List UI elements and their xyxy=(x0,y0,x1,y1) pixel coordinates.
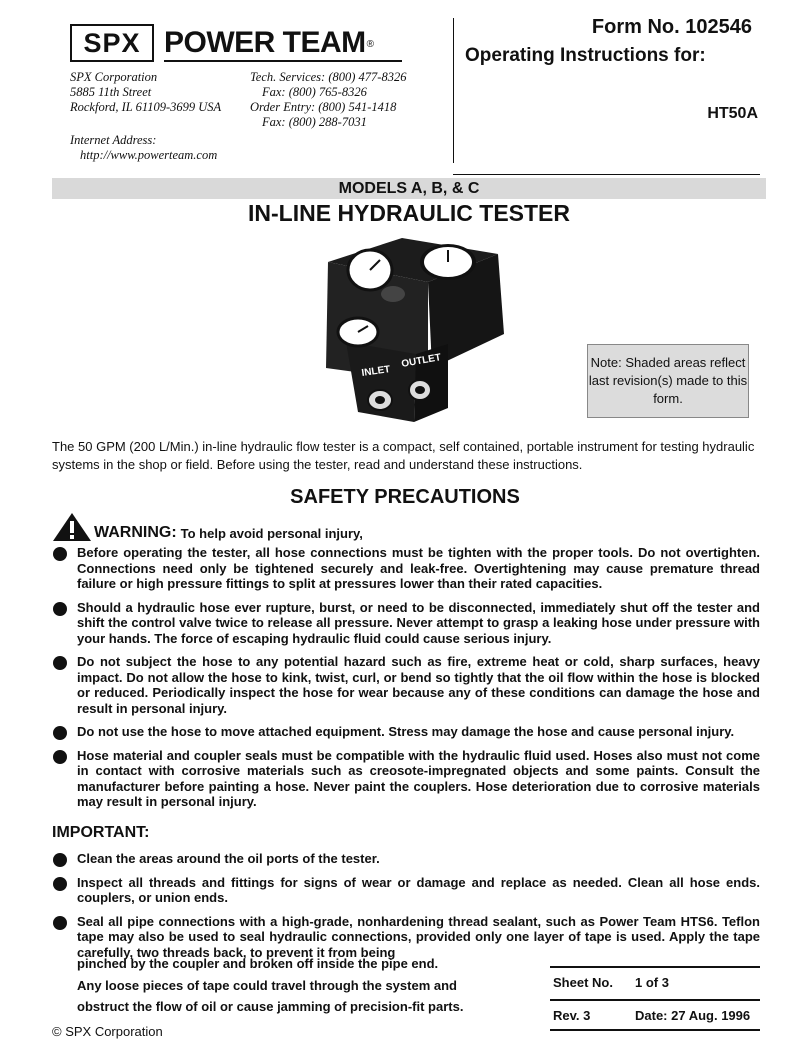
warning-text: To help avoid personal injury, xyxy=(180,526,363,541)
list-item: Clean the areas around the oil ports of the tester. xyxy=(52,851,760,867)
warning-line xyxy=(52,510,363,542)
list-item: Should a hydraulic hose ever rupture, burst, or need to be disconnected, immediately shut off the tester and shift the control valve twice to release all pressure. Never attempt to grasp a leaking hose under pressure with your hands. The force of escaping hydraulic fluid could cause serious injury. xyxy=(52,600,760,647)
power-team-logo: POWER TEAM® xyxy=(164,26,374,59)
bullet-icon xyxy=(53,656,67,670)
internet-address: Internet Address: http://www.powerteam.com xyxy=(70,133,218,162)
important-list xyxy=(52,851,760,968)
continuation-line: pinched by the coupler and broken off inside the pipe end. xyxy=(77,956,439,971)
header-rule xyxy=(453,174,760,175)
list-item: Do not use the hose to move attached equipment. Stress may damage the hose and cause personal injury. xyxy=(52,724,760,740)
form-number: Form No. 102546 xyxy=(591,16,752,38)
bullet-icon xyxy=(53,916,67,930)
safety-list xyxy=(52,545,760,818)
intro-paragraph: The 50 GPM (200 L/Min.) in-line hydraulic flow tester is a compact, self contained, portable instrument for testing hydraulic systems in the shop or field. Before using the tester, read and understand these instructions. xyxy=(52,439,755,472)
models-subtitle: MODELS A, B, & C xyxy=(338,180,480,197)
list-item: Seal all pipe connections with a high-grade, nonhardening thread sealant, such as Power Team HTS6. Teflon tape may also be used to seal hydraulic connections, provided only one layer of tape is used. Apply the tape carefully, two threads back, to prevent it from being xyxy=(52,914,760,961)
contact-numbers: Tech. Services: (800) 477-8326 Fax: (800) 765-8326 Order Entry: (800) 541-1418 Fax: (800) 288-7031 xyxy=(250,70,407,129)
list-item: Do not subject the hose to any potential hazard such as fire, extreme heat or cold, sharp surfaces, heavy impact. Do not allow the hose to kink, twist, curl, or bend so tightly that the oil flow within the hose is blocked or reduced. Periodically inspect the hose for wear because any of these conditions can damage the hose and result in personal injury. xyxy=(52,654,760,716)
bullet-icon xyxy=(53,602,67,616)
operating-instructions-heading: Operating Instructions for: xyxy=(465,45,706,66)
sheet-label: Sheet No. xyxy=(553,974,613,990)
revision-row xyxy=(550,999,760,1031)
safety-heading: SAFETY PRECAUTIONS xyxy=(290,486,520,508)
bullet-icon xyxy=(53,750,67,764)
revision-note: Note: Shaded areas reflect last revision(s) made to this form. xyxy=(587,344,749,418)
hydraulic-tester-illustration xyxy=(298,222,518,438)
revision-date: Date: 27 Aug. 1996 xyxy=(635,1007,751,1023)
continuation-line: Any loose pieces of tape could travel through the system and xyxy=(77,978,457,993)
outlet-label: OUTLET xyxy=(400,352,442,370)
bullet-icon xyxy=(53,853,67,867)
sheet-value: 1 of 3 xyxy=(635,974,669,990)
sheet-number-row xyxy=(550,966,760,996)
revision-label: Rev. 3 xyxy=(553,1007,591,1023)
spx-logo: SPX xyxy=(70,24,154,62)
document-title: IN-LINE HYDRAULIC TESTER xyxy=(248,200,570,226)
warning-label: WARNING: xyxy=(94,524,177,541)
website-link[interactable]: http://www.powerteam.com xyxy=(80,148,218,162)
model-code: HT50A xyxy=(707,105,758,122)
copyright: © SPX Corporation xyxy=(52,1024,163,1039)
list-item: Hose material and coupler seals must be compatible with the hydraulic fluid used. Hoses also must not come in contact with corrosive materials such as creosote-impregnated objects and some paints. Consult the manufacturer before painting a hose. Never paint the couplers. Hose deterioration due to corrosive materials may result in personal injury. xyxy=(52,748,760,810)
important-heading: IMPORTANT: xyxy=(52,824,150,841)
bullet-icon xyxy=(53,877,67,891)
continuation-line: obstruct the flow of oil or cause jamming of precision-fit parts. xyxy=(77,999,464,1014)
list-item: Inspect all threads and fittings for signs of wear or damage and replace as needed. Clean all hose ends. couplers, or union ends. xyxy=(52,875,760,906)
bullet-icon xyxy=(53,547,67,561)
warning-triangle-icon xyxy=(52,512,92,542)
logo-underline xyxy=(164,60,402,62)
sheet-info-box xyxy=(550,966,760,1031)
header-divider xyxy=(453,18,454,163)
list-item: Before operating the tester, all hose connections must be tighten with the proper tools. Do not overtighten. Connections need only be tightened securely and leak-free. Overtightening may cause premature thread failure or high pressure fittings to split at pressures lower than their rated capacities. xyxy=(52,545,760,592)
bullet-icon xyxy=(53,726,67,740)
inlet-label: INLET xyxy=(360,364,392,379)
company-address: SPX Corporation 5885 11th Street Rockford, IL 61109-3699 USA xyxy=(70,70,222,114)
